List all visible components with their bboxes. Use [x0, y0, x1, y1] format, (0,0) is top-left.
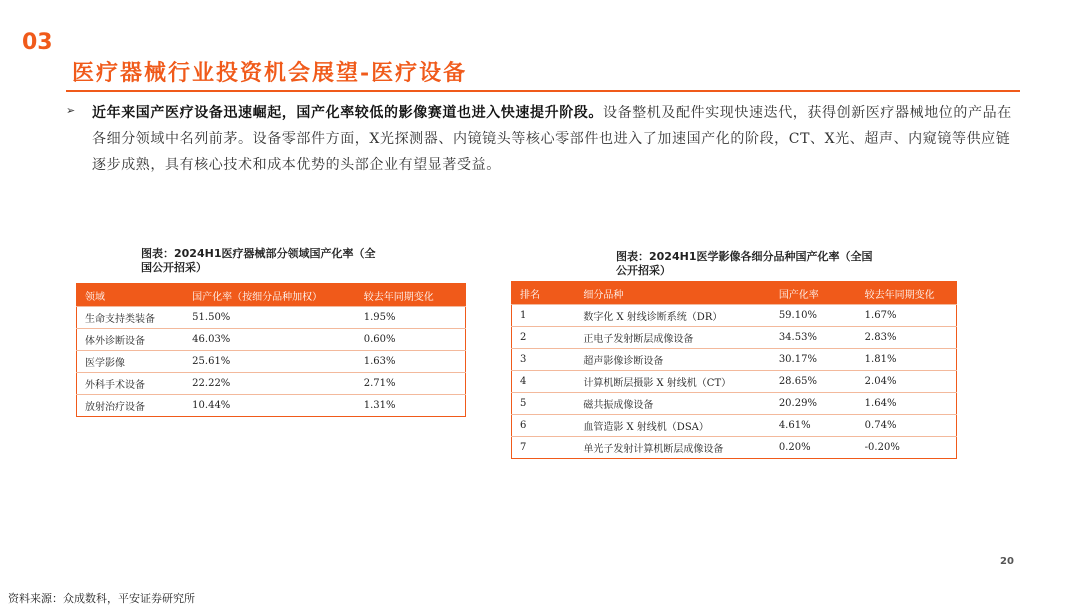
table-cell: 46.03%: [184, 329, 356, 351]
table-cell: 2.83%: [857, 327, 957, 349]
table-cell: 7: [512, 437, 576, 459]
table-row: [77, 373, 466, 395]
table-cell: -0.20%: [857, 437, 957, 459]
table-cell: 生命支持类装备: [77, 307, 185, 329]
table-row: [512, 415, 957, 437]
table-cell: 10.44%: [184, 395, 356, 417]
intro-paragraph: [92, 100, 1017, 178]
table-cell: 医学影像: [77, 351, 185, 373]
table-cell: 1.81%: [857, 349, 957, 371]
table-cell: 59.10%: [771, 305, 857, 327]
left-caption-line2: 国公开招采）: [141, 261, 207, 274]
left-domain-table: [76, 283, 466, 417]
table-row: [512, 305, 957, 327]
table-cell: 2: [512, 327, 576, 349]
right-imaging-table: [511, 281, 957, 459]
table-cell: 4: [512, 371, 576, 393]
bullet-arrow-icon: ➢: [66, 104, 76, 117]
table-cell: 0.74%: [857, 415, 957, 437]
table-cell: 0.60%: [356, 329, 466, 351]
table-cell: 单光子发射计算机断层成像设备: [575, 437, 770, 459]
section-number: 03: [22, 30, 53, 55]
table-row: [77, 351, 466, 373]
table-cell: 25.61%: [184, 351, 356, 373]
table-cell: 34.53%: [771, 327, 857, 349]
column-header: 国产化率: [771, 282, 857, 305]
table-cell: 正电子发射断层成像设备: [575, 327, 770, 349]
page-title: 医疗器械行业投资机会展望-医疗设备: [72, 60, 468, 86]
column-header: 较去年同期变化: [857, 282, 957, 305]
intro-bold-lead: 近年来国产医疗设备迅速崛起，国产化率较低的影像赛道也进入快速提升阶段。: [92, 105, 603, 121]
table-cell: 20.29%: [771, 393, 857, 415]
table-cell: 22.22%: [184, 373, 356, 395]
table-cell: 1.95%: [356, 307, 466, 329]
table-row: [512, 349, 957, 371]
table-cell: 2.04%: [857, 371, 957, 393]
column-header: 领域: [77, 284, 185, 307]
table-cell: 51.50%: [184, 307, 356, 329]
table-cell: 2.71%: [356, 373, 466, 395]
table-cell: 磁共振成像设备: [575, 393, 770, 415]
table-cell: 4.61%: [771, 415, 857, 437]
right-caption-line1: 图表：2024H1医学影像各细分品种国产化率（全国: [616, 250, 873, 263]
table-row: [512, 327, 957, 349]
column-header: 较去年同期变化: [356, 284, 466, 307]
table-cell: 血管造影 X 射线机（DSA）: [575, 415, 770, 437]
table-cell: 1.64%: [857, 393, 957, 415]
table-cell: 1.67%: [857, 305, 957, 327]
left-caption-line1: 图表：2024H1医疗器械部分领域国产化率（全: [141, 247, 376, 260]
table-cell: 放射治疗设备: [77, 395, 185, 417]
table-row: [512, 371, 957, 393]
table-cell: 数字化 X 射线诊断系统（DR）: [575, 305, 770, 327]
table-row: [77, 329, 466, 351]
page-number: 20: [1000, 556, 1014, 567]
table-cell: 体外诊断设备: [77, 329, 185, 351]
column-header: 国产化率（按细分品种加权）: [184, 284, 356, 307]
table-row: [77, 395, 466, 417]
table-cell: 30.17%: [771, 349, 857, 371]
right-caption-line2: 公开招采）: [616, 264, 671, 277]
table-cell: 1.31%: [356, 395, 466, 417]
table-cell: 5: [512, 393, 576, 415]
table-cell: 1.63%: [356, 351, 466, 373]
table-cell: 0.20%: [771, 437, 857, 459]
table-header-row: [77, 284, 466, 307]
left-table-caption: [141, 247, 381, 275]
source-note: 资料来源：众成数科，平安证券研究所: [8, 592, 195, 605]
table-header-row: [512, 282, 957, 305]
table-cell: 计算机断层摄影 X 射线机（CT）: [575, 371, 770, 393]
table-row: [77, 307, 466, 329]
table-row: [512, 393, 957, 415]
table-cell: 3: [512, 349, 576, 371]
intro-text: 设备整机及配件实现快速迭代，获得创新医疗器械地位的产品在各细分领域中名列前茅。设备零部件方面，X光探测器、内镜镜头等核心零部件也进入了加速国产化的阶段，CT、X光、超声、内窥镜等供应链逐步成熟，具有核心技术和成本优势的头部企业有望显著受益。: [92, 105, 1012, 173]
column-header: 排名: [512, 282, 576, 305]
right-table-caption: [616, 250, 886, 278]
table-row: [512, 437, 957, 459]
table-cell: 超声影像诊断设备: [575, 349, 770, 371]
column-header: 细分品种: [575, 282, 770, 305]
table-cell: 6: [512, 415, 576, 437]
table-cell: 1: [512, 305, 576, 327]
table-cell: 外科手术设备: [77, 373, 185, 395]
table-cell: 28.65%: [771, 371, 857, 393]
title-divider: [66, 90, 1020, 92]
